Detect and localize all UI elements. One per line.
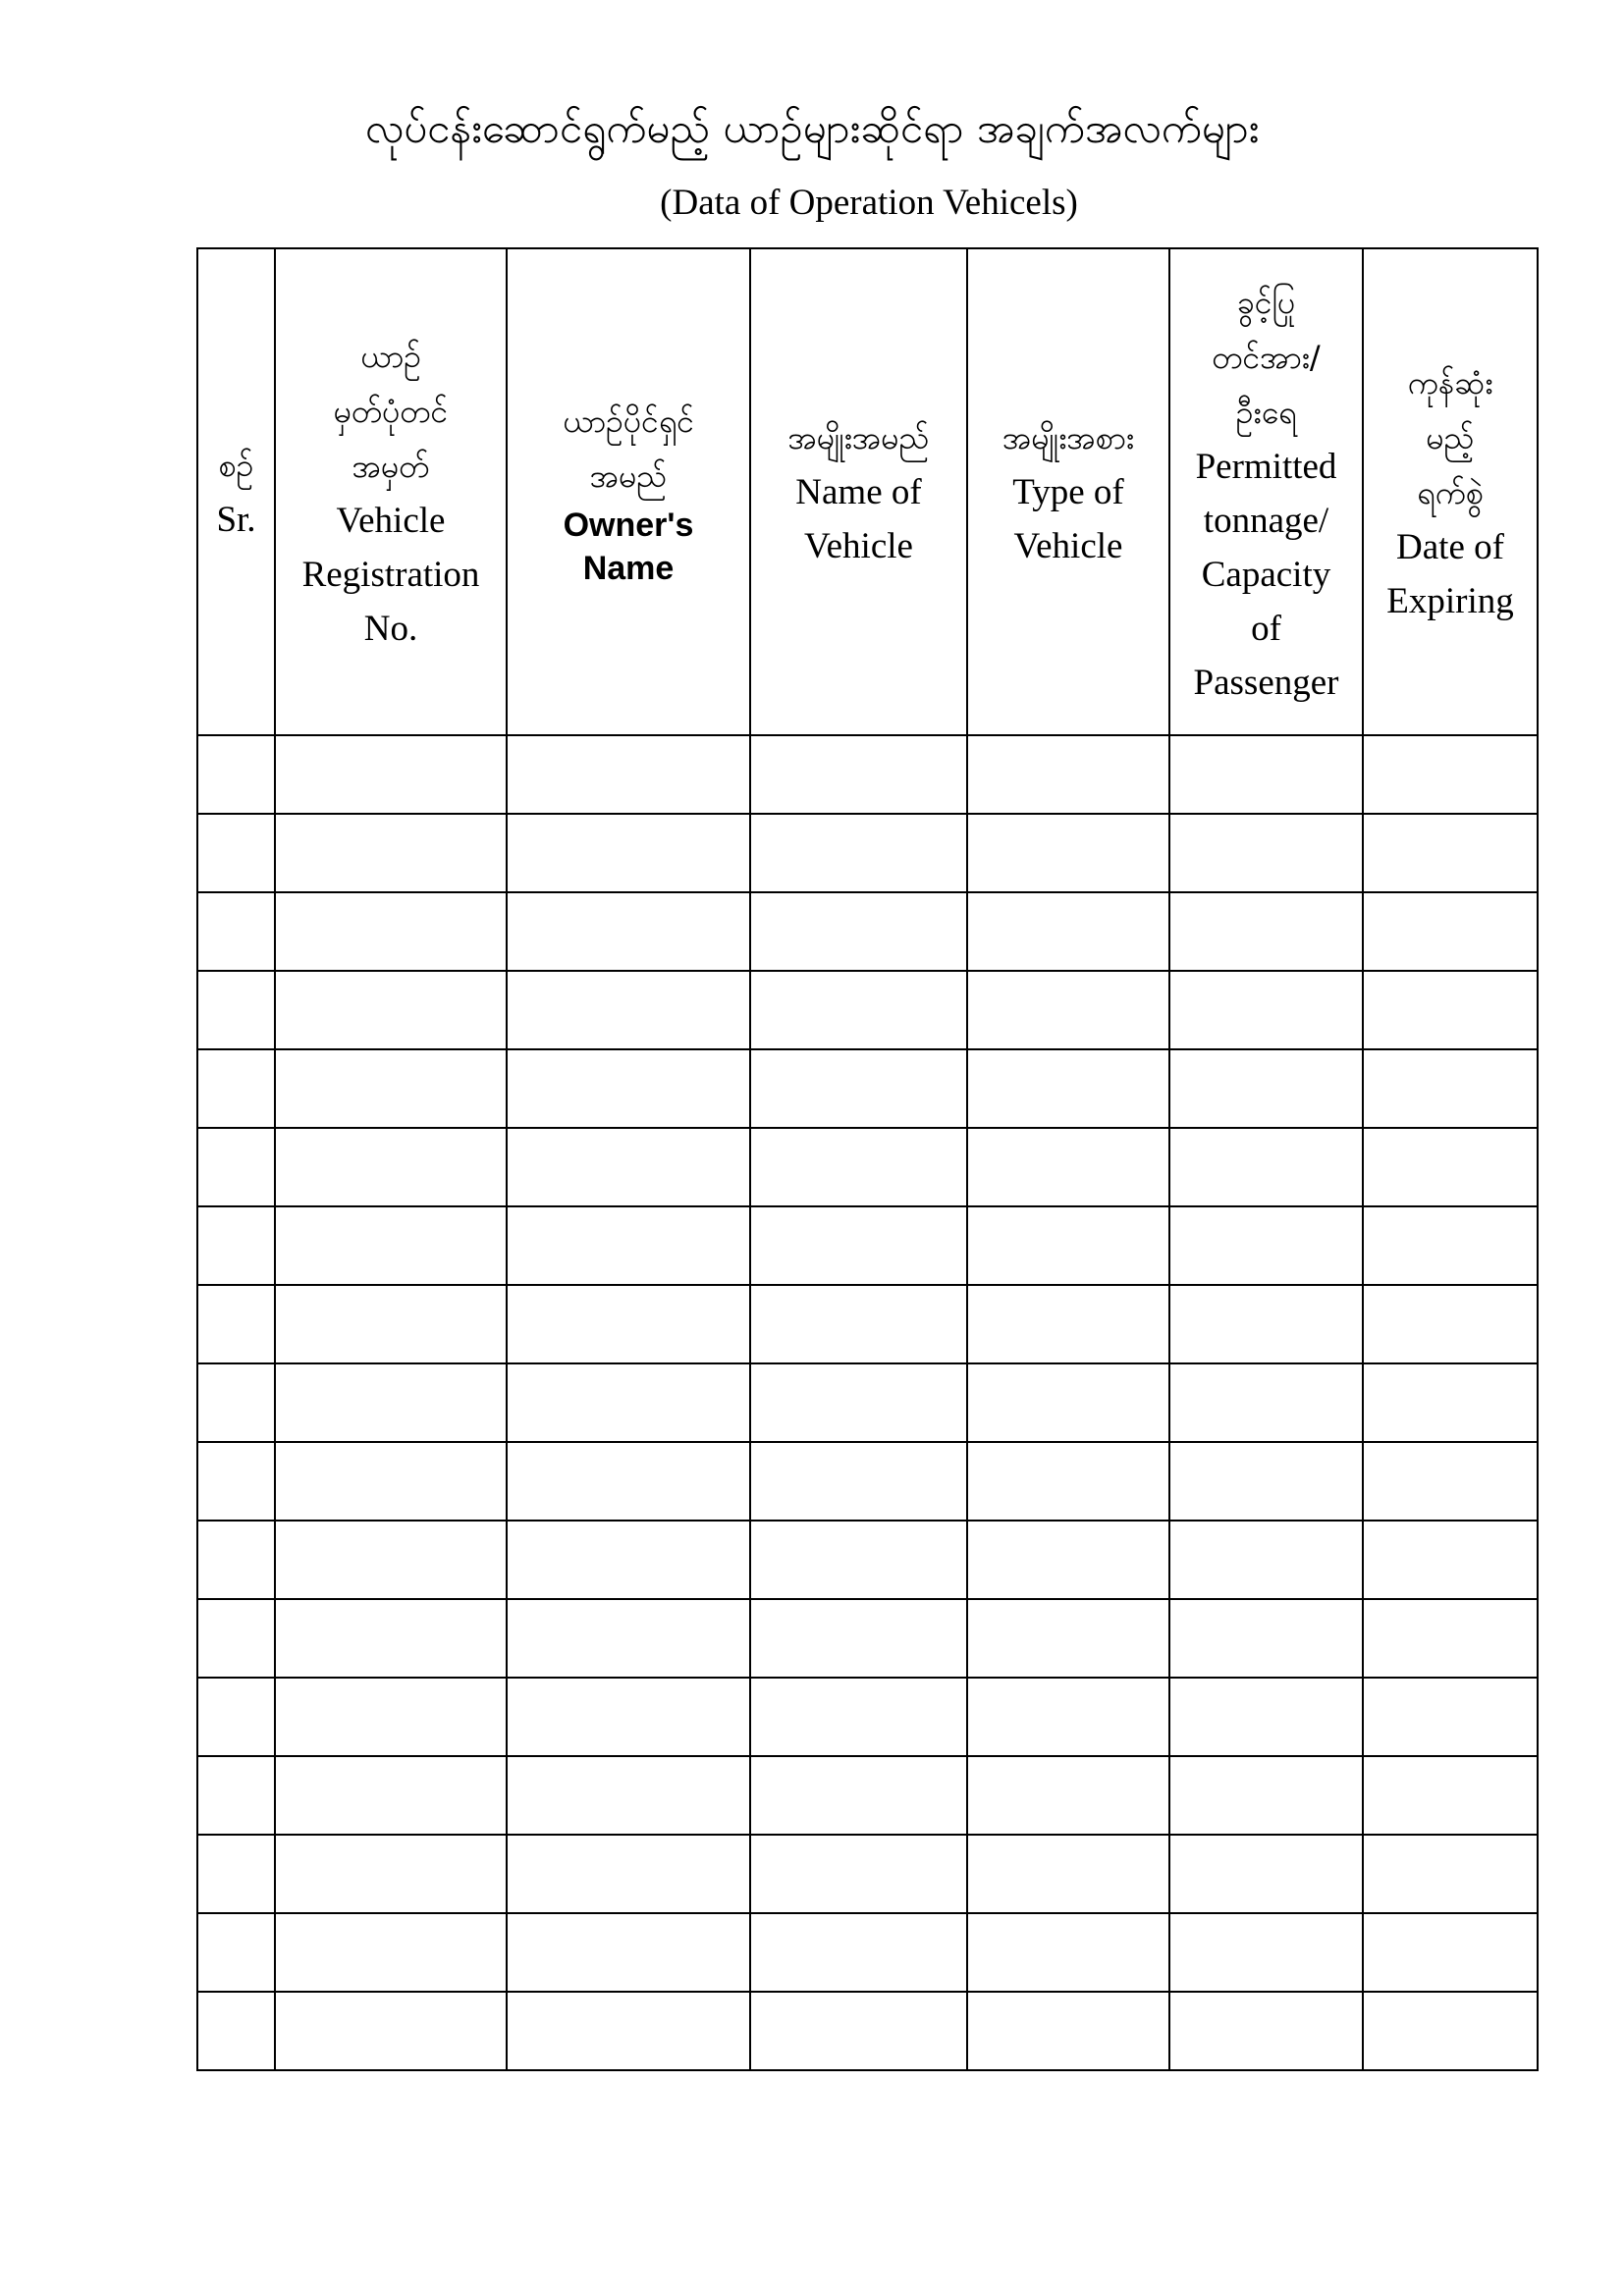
table-cell[interactable] <box>275 1128 507 1206</box>
header-myanmar-text: ယာဉ် <box>360 337 421 375</box>
table-cell[interactable] <box>197 1442 275 1521</box>
table-cell[interactable] <box>1363 971 1538 1049</box>
table-cell[interactable] <box>197 1599 275 1678</box>
table-row <box>197 1442 1538 1521</box>
header-myanmar-text: ယာဉ်ပိုင်ရှင် <box>562 402 695 440</box>
table-cell[interactable] <box>1169 1442 1363 1521</box>
table-cell[interactable] <box>275 1049 507 1128</box>
table-row <box>197 1521 1538 1599</box>
header-english-text: Expiring <box>1386 581 1514 621</box>
table-cell[interactable] <box>1363 1363 1538 1442</box>
header-vehicle-registration-no <box>275 248 507 735</box>
table-cell[interactable] <box>750 1206 967 1285</box>
table-cell[interactable] <box>1169 971 1363 1049</box>
table-cell[interactable] <box>507 1599 750 1678</box>
table-cell[interactable] <box>1169 1835 1363 1913</box>
header-english-text: Registration <box>301 554 480 595</box>
table-cell[interactable] <box>750 1363 967 1442</box>
header-english-text: Name <box>582 550 675 587</box>
table-cell[interactable] <box>967 971 1169 1049</box>
table-cell[interactable] <box>750 1521 967 1599</box>
table-cell[interactable] <box>1169 1521 1363 1599</box>
header-english-text: Passenger <box>1193 662 1339 703</box>
table-cell[interactable] <box>1169 1128 1363 1206</box>
table-cell[interactable] <box>197 1049 275 1128</box>
table-cell[interactable] <box>507 1285 750 1363</box>
table-cell[interactable] <box>1169 892 1363 971</box>
table-cell[interactable] <box>275 1756 507 1835</box>
table-cell[interactable] <box>275 735 507 814</box>
table-cell[interactable] <box>507 892 750 971</box>
table-cell[interactable] <box>507 1521 750 1599</box>
document-title-english: (Data of Operation Vehicels) <box>660 183 1078 223</box>
header-myanmar-text: မည့် <box>1426 419 1475 456</box>
table-cell[interactable] <box>275 1599 507 1678</box>
table-row <box>197 1913 1538 1992</box>
table-row <box>197 1835 1538 1913</box>
table-row <box>197 735 1538 814</box>
table-cell[interactable] <box>750 1442 967 1521</box>
table-cell[interactable] <box>1363 814 1538 892</box>
header-date-of-expiring <box>1363 248 1538 735</box>
table-cell[interactable] <box>197 735 275 814</box>
header-english-text: Permitted <box>1195 446 1337 487</box>
table-cell[interactable] <box>275 1835 507 1913</box>
header-english-text: Type of <box>1012 472 1124 512</box>
table-cell[interactable] <box>197 1756 275 1835</box>
header-myanmar-text: အမည် <box>589 457 668 495</box>
header-english-text: Vehicle <box>336 500 446 541</box>
table-cell[interactable] <box>507 1913 750 1992</box>
table-cell[interactable] <box>750 971 967 1049</box>
table-cell[interactable] <box>967 1206 1169 1285</box>
table-cell[interactable] <box>507 735 750 814</box>
table-cell[interactable] <box>1363 735 1538 814</box>
header-myanmar-text: အမှတ် <box>352 447 430 485</box>
table-row <box>197 1285 1538 1363</box>
table-cell[interactable] <box>750 814 967 892</box>
header-english-text: tonnage/ <box>1203 500 1329 541</box>
table-cell[interactable] <box>1169 1992 1363 2070</box>
table-cell[interactable] <box>507 1206 750 1285</box>
vehicle-data-table <box>196 247 1539 2071</box>
table-cell[interactable] <box>1363 1128 1538 1206</box>
table-cell[interactable] <box>197 1206 275 1285</box>
table-cell[interactable] <box>1169 1678 1363 1756</box>
table-cell[interactable] <box>967 1521 1169 1599</box>
header-english-text: of <box>1251 608 1281 649</box>
table-cell[interactable] <box>197 1285 275 1363</box>
table-cell[interactable] <box>1363 1049 1538 1128</box>
header-english-text: Owner's <box>563 507 694 544</box>
table-cell[interactable] <box>197 1913 275 1992</box>
table-cell[interactable] <box>1169 1756 1363 1835</box>
header-myanmar-text: စဉ် <box>218 446 254 484</box>
table-cell[interactable] <box>197 892 275 971</box>
table-cell[interactable] <box>275 1678 507 1756</box>
header-english-text: Sr. <box>216 499 256 540</box>
header-sr <box>197 248 275 735</box>
header-myanmar-text: ကုန်ဆုံး <box>1407 364 1493 401</box>
table-cell[interactable] <box>1169 735 1363 814</box>
header-name-of-vehicle <box>750 248 967 735</box>
table-cell[interactable] <box>967 892 1169 971</box>
table-cell[interactable] <box>1363 1599 1538 1678</box>
table-cell[interactable] <box>275 1363 507 1442</box>
table-row <box>197 1128 1538 1206</box>
table-cell[interactable] <box>1169 814 1363 892</box>
table-cell[interactable] <box>967 735 1169 814</box>
table-cell[interactable] <box>967 1128 1169 1206</box>
table-cell[interactable] <box>1363 1206 1538 1285</box>
table-cell[interactable] <box>967 1835 1169 1913</box>
table-cell[interactable] <box>1363 1521 1538 1599</box>
header-permitted-tonnage-capacity <box>1169 248 1363 735</box>
table-cell[interactable] <box>967 1599 1169 1678</box>
table-cell[interactable] <box>750 1049 967 1128</box>
table-row <box>197 1992 1538 2070</box>
table-cell[interactable] <box>1363 1913 1538 1992</box>
table-cell[interactable] <box>967 1442 1169 1521</box>
table-row <box>197 814 1538 892</box>
table-cell[interactable] <box>967 1363 1169 1442</box>
header-english-text: Vehicle <box>1013 526 1123 566</box>
table-cell[interactable] <box>275 1992 507 2070</box>
table-cell[interactable] <box>275 1285 507 1363</box>
table-cell[interactable] <box>750 1128 967 1206</box>
table-cell[interactable] <box>507 814 750 892</box>
table-cell[interactable] <box>750 1599 967 1678</box>
table-row <box>197 892 1538 971</box>
header-myanmar-text: ခွင့်ပြု <box>1236 283 1296 321</box>
table-cell[interactable] <box>967 1913 1169 1992</box>
table-cell[interactable] <box>750 1756 967 1835</box>
table-row <box>197 1206 1538 1285</box>
table-cell[interactable] <box>1363 1835 1538 1913</box>
table-cell[interactable] <box>197 814 275 892</box>
table-cell[interactable] <box>507 1049 750 1128</box>
table-cell[interactable] <box>750 1285 967 1363</box>
header-english-text: Date of <box>1396 527 1504 567</box>
header-myanmar-text: အမျိုးအစား <box>1001 419 1135 456</box>
table-cell[interactable] <box>275 814 507 892</box>
table-cell[interactable] <box>967 814 1169 892</box>
table-cell[interactable] <box>507 1835 750 1913</box>
table-header-row <box>197 248 1538 735</box>
header-type-of-vehicle <box>967 248 1169 735</box>
table-cell[interactable] <box>1169 1285 1363 1363</box>
table-cell[interactable] <box>967 1678 1169 1756</box>
header-myanmar-text: အမျိုးအမည် <box>787 419 930 456</box>
table-cell[interactable] <box>750 1678 967 1756</box>
table-cell[interactable] <box>1169 1049 1363 1128</box>
table-row <box>197 1678 1538 1756</box>
header-myanmar-text: ရက်စွဲ <box>1417 474 1484 511</box>
table-cell[interactable] <box>1363 1756 1538 1835</box>
table-cell[interactable] <box>275 1913 507 1992</box>
table-cell[interactable] <box>197 971 275 1049</box>
table-cell[interactable] <box>1363 1442 1538 1521</box>
header-owners-name <box>507 248 750 735</box>
table-cell[interactable] <box>197 1992 275 2070</box>
table-cell[interactable] <box>750 1992 967 2070</box>
header-english-text: Capacity <box>1201 554 1331 595</box>
header-english-text: Name of <box>795 472 922 512</box>
table-cell[interactable] <box>1169 1363 1363 1442</box>
table-cell[interactable] <box>197 1128 275 1206</box>
table-cell[interactable] <box>750 1913 967 1992</box>
table-cell[interactable] <box>275 1442 507 1521</box>
header-myanmar-text: မှတ်ပုံတင် <box>333 392 449 430</box>
table-cell[interactable] <box>275 892 507 971</box>
table-cell[interactable] <box>967 1756 1169 1835</box>
table-cell[interactable] <box>1363 892 1538 971</box>
table-cell[interactable] <box>1169 1206 1363 1285</box>
table-cell[interactable] <box>507 1756 750 1835</box>
table-cell[interactable] <box>1169 1599 1363 1678</box>
table-row <box>197 971 1538 1049</box>
table-cell[interactable] <box>197 1521 275 1599</box>
table-cell[interactable] <box>507 1363 750 1442</box>
table-cell[interactable] <box>507 1992 750 2070</box>
table-row <box>197 1049 1538 1128</box>
table-cell[interactable] <box>967 1992 1169 2070</box>
table-cell[interactable] <box>275 971 507 1049</box>
table-cell[interactable] <box>507 1128 750 1206</box>
table-cell[interactable] <box>197 1363 275 1442</box>
table-cell[interactable] <box>507 971 750 1049</box>
document-title-myanmar: လုပ်ငန်းဆောင်ရွက်မည့် ယာဉ်များဆိုင်ရာ အချက်အလက်များ <box>364 104 1260 152</box>
table-cell[interactable] <box>275 1521 507 1599</box>
table-row <box>197 1599 1538 1678</box>
table-cell[interactable] <box>750 735 967 814</box>
header-myanmar-text: တင်အား/ <box>1212 338 1321 376</box>
table-row <box>197 1363 1538 1442</box>
table-body <box>197 735 1538 2070</box>
header-myanmar-text: ဦးရေ <box>1235 393 1297 431</box>
table-cell[interactable] <box>1363 1992 1538 2070</box>
table-cell[interactable] <box>967 1049 1169 1128</box>
header-english-text: Vehicle <box>804 526 913 566</box>
table-cell[interactable] <box>750 892 967 971</box>
table-cell[interactable] <box>1363 1678 1538 1756</box>
table-cell[interactable] <box>197 1678 275 1756</box>
table-row <box>197 1756 1538 1835</box>
table-cell[interactable] <box>967 1285 1169 1363</box>
table-cell[interactable] <box>507 1442 750 1521</box>
table-cell[interactable] <box>275 1206 507 1285</box>
table-cell[interactable] <box>507 1678 750 1756</box>
header-english-text: No. <box>363 608 418 649</box>
table-cell[interactable] <box>750 1835 967 1913</box>
table-cell[interactable] <box>1363 1285 1538 1363</box>
table-cell[interactable] <box>197 1835 275 1913</box>
table-cell[interactable] <box>1169 1913 1363 1992</box>
